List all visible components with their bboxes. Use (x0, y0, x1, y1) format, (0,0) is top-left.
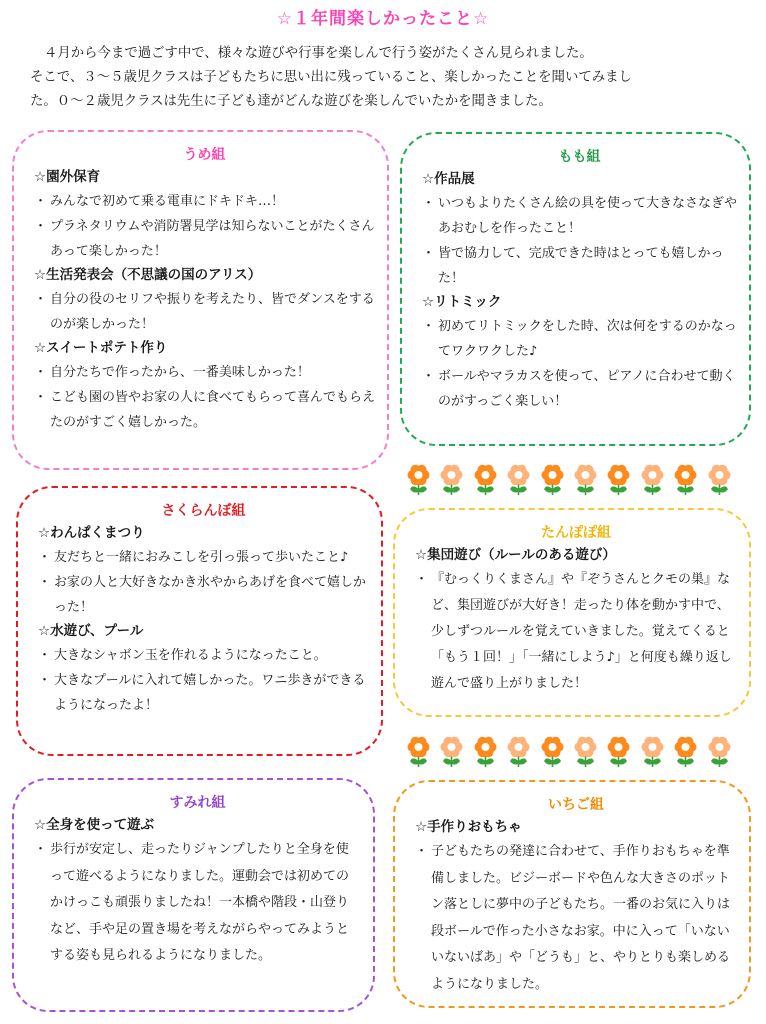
flower-icon (672, 464, 699, 496)
section-heading: ☆作品展 (422, 171, 475, 187)
page-title: ☆１年間楽しかったこと☆ (276, 9, 490, 29)
section-heading: ☆わんぱくまつり (38, 525, 145, 541)
flower-icon (438, 464, 465, 496)
flower-icon (639, 464, 666, 496)
tanpopo-class-box (393, 508, 751, 717)
flower-icon (706, 736, 733, 768)
flower-icon (539, 736, 566, 768)
intro-line: た。０～２歳児クラスは先生に子ども達がどんな遊びを楽しんでいたかを聞きました。 (30, 94, 552, 109)
sakuranbo-class-box (16, 486, 383, 756)
box-title: いちご組 (548, 797, 604, 813)
flower-icon (405, 736, 432, 768)
flower-icon (472, 464, 499, 496)
flower-icon (639, 736, 666, 768)
list-item: ・ 皆で協力して、完成できた時はとっても嬉しかった！ (422, 241, 737, 291)
flower-icon (438, 736, 465, 768)
flower-icon (405, 464, 432, 496)
list-item: ・ ボールやマラカスを使って、ピアノに合わせて動くのがすっごく楽しい！ (422, 364, 737, 414)
box-title: もも組 (558, 149, 601, 165)
section-heading: ☆手作りおもちゃ (415, 819, 522, 835)
flower-icon (505, 736, 532, 768)
box-title: さくらんぼ組 (161, 503, 246, 519)
list-item: ・ 大きなシャボン玉を作れるようになったこと。 (38, 643, 369, 668)
section-heading: ☆生活発表会（不思議の国のアリス） (34, 267, 262, 283)
box-title: すみれ組 (169, 795, 226, 811)
intro-line: そこで、３～５歳児クラスは子どもたちに思い出に残っていること、楽しかったことを聞いてみまし (30, 70, 632, 85)
list-item: ・ 自分の役のセリフや振りを考えたり、皆でダンスをするのが楽しかった！ (34, 287, 375, 337)
list-item: ・ プラネタリウムや消防署見学は知らないことがたくさんあって楽しかった！ (34, 214, 375, 264)
list-item: ・ 『むっくりくまさん』や『ぞうさんとクモの巣』など、集団遊びが大好き！走ったり体を動かす中で、少しずつルールを覚えていきました。覚えてくると「もう１回！」「一緒にしよう♪」と何度も繰り返し遊んで盛り上がりました！ (415, 567, 737, 697)
list-item: ・ こども園の皆やお家の人に食べてもらって喜んでもらえたのがすごく嬉しかった。 (34, 385, 375, 435)
flower-icon (472, 736, 499, 768)
section-heading: ☆リトミック (422, 294, 502, 310)
flower-decoration-row (405, 464, 739, 496)
flower-icon (605, 736, 632, 768)
flower-icon (572, 736, 599, 768)
list-item: ・ お家の人と大好きなかき氷やからあげを食べて嬉しかった！ (38, 570, 369, 620)
flower-icon (505, 464, 532, 496)
list-item: ・ 子どもたちの発達に合わせて、手作りおもちゃを準備しました。ビジーボードや色んな大きさのポットン落としに夢中の子どもたち。一番のお気に入りは段ボールで作った小さなお家。中に入って「いないいないばあ」や「どうも」と、やりとりも楽しめるようになりました。 (415, 839, 737, 998)
list-item: ・ 歩行が安定し、走ったりジャンプしたりと全身を使って遊べるようになりました。運動会では初めてのかけっこも頑張りましたね！一本橋や階段・山登りなど、手や足の置き場を考えながらやってみようとする姿も見られるようになりました。 (34, 837, 361, 970)
section-heading: ☆全身を使って遊ぶ (34, 817, 155, 833)
intro-line: ４月から今まで過ごす中で、様々な遊びや行事を楽しんで行う姿がたくさん見られました。 (44, 46, 593, 61)
list-item: ・ 自分たちで作ったから、一番美味しかった！ (34, 360, 375, 385)
flower-decoration-row (405, 736, 739, 768)
section-heading: ☆水遊び、プール (38, 623, 144, 639)
list-item: ・ いつもよりたくさん絵の具を使って大きなさなぎやあおむしを作ったこと！ (422, 191, 737, 241)
box-title: うめ組 (183, 147, 226, 163)
flower-icon (572, 464, 599, 496)
ume-class-box (12, 130, 389, 470)
list-item: ・ 大きなプールに入れて嬉しかった。ワニ歩きができるようになったよ！ (38, 668, 369, 718)
flower-icon (605, 464, 632, 496)
section-heading: ☆園外保育 (34, 169, 101, 185)
list-item: ・ 初めてリトミックをした時、次は何をするのかなってワクワクした♪ (422, 314, 737, 364)
box-title: たんぽぽ組 (541, 525, 611, 541)
flower-icon (539, 464, 566, 496)
momo-class-box (400, 132, 751, 446)
sumire-class-box (12, 778, 375, 1012)
ichigo-class-box (393, 780, 751, 1008)
section-heading: ☆集団遊び（ルールのある遊び） (415, 547, 616, 563)
intro-text (30, 42, 742, 114)
section-heading: ☆スイートポテト作り (34, 340, 168, 356)
list-item: ・ みんなで初めて乗る電車にドキドキ…！ (34, 189, 375, 214)
list-item: ・ 友だちと一緒におみこしを引っ張って歩いたこと♪ (38, 545, 369, 570)
flower-icon (706, 464, 733, 496)
flower-icon (672, 736, 699, 768)
